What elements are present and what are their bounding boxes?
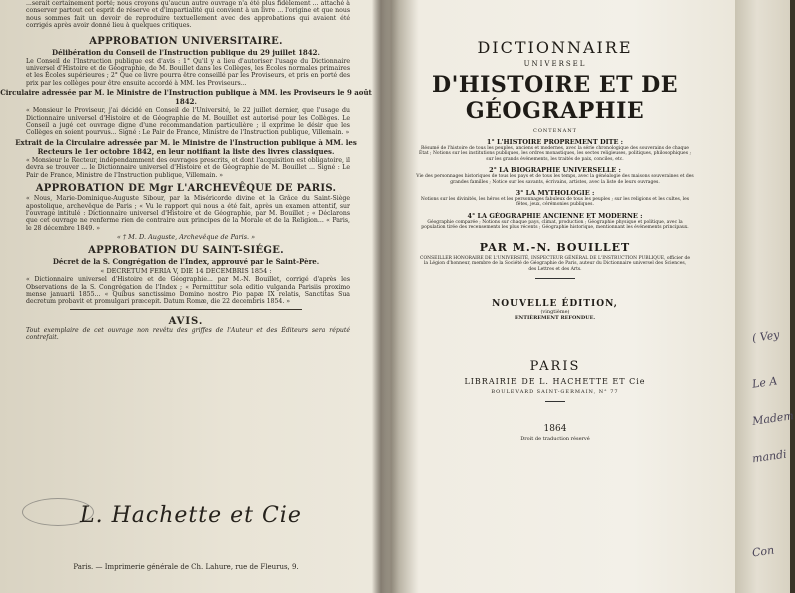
divider xyxy=(70,309,302,310)
author-description: CONSEILLER HONORAIRE DE L'UNIVERSITÉ, INSPECTEUR GÉNÉRAL DE L'INSTRUCTION PUBLIQUE, officier de la Légion d'honneur, membre de la Société de Géographie de Paris, auteur du Dictionnaire universel des Sciences, des Lettres et des Arts. xyxy=(420,255,690,272)
rights-reserved: Droit de traduction réservé xyxy=(520,436,590,443)
handwritten-note-4: mandi xyxy=(751,447,788,466)
publication-year: 1864 xyxy=(543,424,567,435)
title-page xyxy=(390,0,720,593)
facing-page-edge xyxy=(735,0,790,593)
archeveque-text: « Nous, Marie-Dominique-Auguste Sibour, par la Miséricorde divine et la Grâce du Saint-Siège apostolique, archevêque de Paris ; « Vu le rapport qui nous a été fait, après un examen attentif, sur l'ouvrage intitulé : Dictionnaire universel d'Histoire et de Géographie, par M. Bouillet ; « Déclarons que cet ouvrage ne renferme rien de contraire aux principes de la Morale et de la Religion... « Paris, le 28 décembre 1849. » xyxy=(26,195,350,232)
circulaire-proviseurs-text: « Monsieur le Proviseur, j'ai décidé en Conseil de l'Université, le 22 juillet dernier, que l'usage du Dictionnaire universel d'Histoire et de Géographie de M. Bouillet est autorisé pour les Collèges. Le Conseil a jugé cet ouvrage digne d'une recommandation particulière ; il exprime le désir que les Collèges en soient pourvus... Signé : Le Pair de France, Ministre de l'Instruction publique, Villemain. » xyxy=(26,107,350,137)
edition-refondue: ENTIÈREMENT REFONDUE. xyxy=(514,315,596,322)
archeveque-signature: « † M. D. Auguste, Archevêque de Paris. » xyxy=(116,233,256,242)
imprint-place: PARIS xyxy=(529,359,581,375)
section-heading-histoire: 1° L'HISTOIRE PROPREMENT DITE : xyxy=(486,138,624,146)
deliberation-heading: Délibération du Conseil de l'Instruction publique du 29 juillet 1842. xyxy=(52,47,320,57)
saint-siege-subheading: Décret de la S. Congrégation de l'Index, approuvé par le Saint-Père. xyxy=(52,257,320,267)
approbation-universitaire-title: APPROBATION UNIVERSITAIRE. xyxy=(89,35,283,47)
section-heading-mythologie: 3° LA MYTHOLOGIE : xyxy=(515,189,595,198)
circulaire-recteurs-heading: Extrait de la Circulaire adressée par M. le Ministre de l'Instruction publique à MM. les Recteurs le 1er octobre 1842, en leur notifiant la liste des livres classiques. xyxy=(15,137,357,156)
section-desc-biographie: Vie des personnages historiques de tous les pays et de tous les temps, avec la généalogie des maisons souveraines et des grandes familles ; Notice sur les savants, écrivains, artistes, avec la liste de leurs ouvrages. xyxy=(416,174,694,185)
imprimerie-line: Paris. — Imprimerie générale de Ch. Lahure, rue de Fleurus, 9. xyxy=(73,563,299,571)
section-desc-mythologie: Notions sur les divinités, les héros et les personnages fabuleux de tous les peuples ; sur les religions et les cultes, les fêtes, jeux, cérémonies publiques. xyxy=(420,197,690,208)
publisher-signature: L. Hachette et Cie xyxy=(80,503,302,528)
publisher-name: LIBRAIRIE DE L. HACHETTE ET Cie xyxy=(464,377,646,387)
handwritten-note-3: Madem xyxy=(751,409,795,428)
title-histoire-geographie: D'HISTOIRE ET DE GÉOGRAPHIE xyxy=(432,72,678,124)
circulaire-recteurs-text: « Monsieur le Recteur, indépendamment des ouvrages prescrits, et dont l'acquisition est obligatoire, il devra se trouver ... le Dictionnaire universel d'Histoire et de Géographie de M. Bouillet ... Signé : Le Pair de France, Ministre de l'Instruction publique, Villemain. » xyxy=(26,156,350,179)
short-rule xyxy=(535,278,575,279)
author-name: PAR M.-N. BOUILLET xyxy=(479,240,631,254)
avis-title: AVIS. xyxy=(168,315,204,327)
edition-number: (vingtième) xyxy=(540,309,570,316)
handwritten-note-1: ( Vey xyxy=(751,328,781,345)
short-rule-2 xyxy=(545,401,565,402)
decretum-line: « DECRETUM FERIA V, DIE 14 DECEMBRIS 1854 : xyxy=(100,267,272,276)
book-gutter xyxy=(372,0,390,593)
saint-siege-title: APPROBATION DU SAINT-SIÉGE. xyxy=(88,245,284,257)
avis-text: Tout exemplaire de cet ouvrage non revêtu des griffes de l'Auteur et des Éditeurs sera réputé contrefait. xyxy=(26,326,350,342)
contenant-label: CONTENANT xyxy=(533,128,577,134)
section-heading-biographie: 2° LA BIOGRAPHIE UNIVERSELLE : xyxy=(489,166,621,175)
edition-label: NOUVELLE ÉDITION, xyxy=(492,299,618,310)
handwritten-note-2: Le A xyxy=(751,374,779,391)
saint-siege-text: « Dictionnaire universel d'Histoire et de Géographie... par M.-N. Bouillet, corrigé d'après les Observations de la S. Congrégation de l'Index ; « Permittitur sola editio vulganda Parisiis proximo mense januarii 1855... « Quibus sanctissimo Domino nostro Pio papæ IX relatis, Sanctitas Sua decretum probavit et promulgari præcepit. Datum Romæ, die 22 decembris 1854. » xyxy=(26,276,350,306)
publisher-address: BOULEVARD SAINT-GERMAIN, N° 77 xyxy=(491,389,619,396)
section-desc-histoire: Résumé de l'histoire de tous les peuples, anciens et modernes, avec la série chronologique des souverains de chaque État ; Notions sur les institutions publiques, les ordres monastiques, les sectes religieuses, politiques, philosophiques ; sur les grands événements, les traités de paix, conciles, etc. xyxy=(419,146,691,162)
title-dictionnaire: DICTIONNAIRE xyxy=(477,38,633,57)
left-page xyxy=(0,0,372,593)
handwritten-note-5: Con xyxy=(751,543,775,560)
section-desc-geographie: Géographie comparée ; Notions sur chaque pays, climat, production ; Géographie physique et politique, avec la population tirée des recensements les plus récents ; Géographie historique, mentionnant les événements principaux. xyxy=(421,219,689,231)
left-intro-text: ...serait certainement porté; nous croyons qu'aucun autre ouvrage n'a été plus fidèlement ... attaché à conserver partout cet esprit de réserve et d'impartialité qui convient à un livre ... l'origine et que nous nous sommes fait un devoir de reproduire textuellement avec des approbations qui avaient été corrigés après avoir donné lieu à quelques critiques. xyxy=(26,0,350,30)
circulaire-proviseurs-heading: Circulaire adressée par M. le Ministre de l'Instruction publique à MM. les Proviseurs le 9 août 1842. xyxy=(0,88,372,107)
section-heading-geographie: 4° LA GÉOGRAPHIE ANCIENNE ET MODERNE : xyxy=(467,211,643,220)
deliberation-text: Le Conseil de l'Instruction publique est d'avis : 1° Qu'il y a lieu d'autoriser l'usage du Dictionnaire universel d'Histoire et de Géographie, de M. Bouillet dans les Collèges, les Écoles normales primaires et les Écoles supérieures ; 2° Que ce livre pourra être conseillé par les Proviseurs, et pris en porté des prix par les collèges pour être ensuite accordé à MM. les Proviseurs... xyxy=(26,57,350,87)
archeveque-title: APPROBATION DE Mgr L'ARCHEVÊQUE DE PARIS. xyxy=(35,183,337,195)
title-universel: UNIVERSEL xyxy=(523,60,587,68)
